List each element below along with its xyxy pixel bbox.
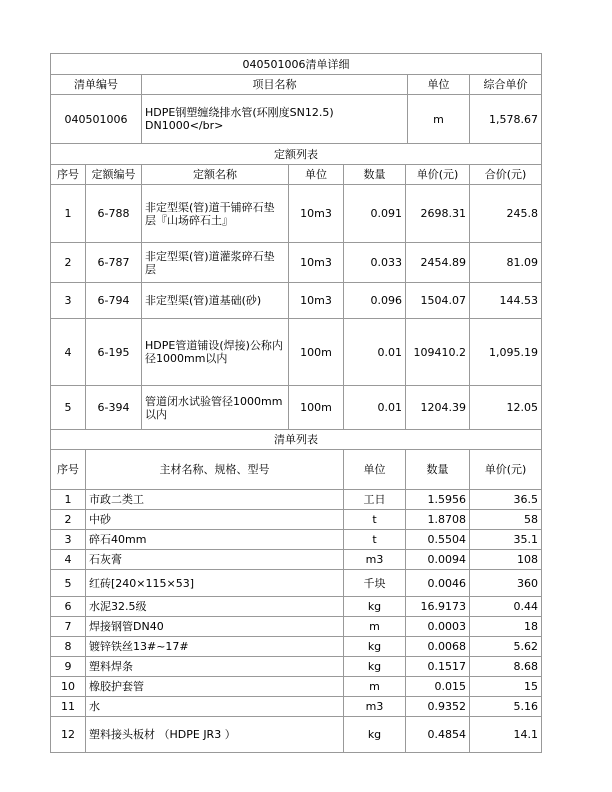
material-unit: t	[344, 530, 406, 550]
material-no: 12	[51, 717, 86, 753]
material-row	[51, 617, 542, 637]
material-no: 10	[51, 677, 86, 697]
material-header-unit: 单位	[344, 450, 406, 490]
material-row	[51, 717, 542, 753]
quota-section-title: 定额列表	[51, 144, 542, 165]
material-name: 橡胶护套管	[86, 677, 344, 697]
material-header-no: 序号	[51, 450, 86, 490]
material-name: 石灰膏	[86, 550, 344, 570]
material-price: 360	[470, 570, 542, 597]
material-name: 镀锌铁丝13#~17#	[86, 637, 344, 657]
material-qty: 0.1517	[406, 657, 470, 677]
quota-qty: 0.01	[344, 386, 406, 430]
item-unit: m	[408, 95, 470, 144]
material-name: 塑料接头板材 （HDPE JR3 ）	[86, 717, 344, 753]
material-header-name: 主材名称、规格、型号	[86, 450, 344, 490]
material-price: 58	[470, 510, 542, 530]
material-header-price: 单价(元)	[470, 450, 542, 490]
material-no: 2	[51, 510, 86, 530]
quota-price: 1504.07	[406, 283, 470, 319]
material-row	[51, 637, 542, 657]
material-price: 14.1	[470, 717, 542, 753]
material-unit: m3	[344, 697, 406, 717]
material-row	[51, 530, 542, 550]
material-qty: 0.0094	[406, 550, 470, 570]
item-name-line1: HDPE钢塑缠绕排水管(环刚度SN12.5)	[145, 106, 334, 119]
quota-row	[51, 386, 542, 430]
quota-header-total: 合价(元)	[470, 165, 542, 185]
quota-no: 3	[51, 283, 86, 319]
header-bill-code: 清单编号	[51, 75, 142, 95]
quota-name: 非定型渠(管)道灌浆碎石垫层	[142, 243, 289, 283]
material-row	[51, 510, 542, 530]
quota-qty: 0.091	[344, 185, 406, 243]
material-name: 红砖[240×115×53]	[86, 570, 344, 597]
quota-name: 非定型渠(管)道基础(砂)	[142, 283, 289, 319]
header-item-name: 项目名称	[142, 75, 408, 95]
quota-code: 6-794	[86, 283, 142, 319]
material-name: 塑料焊条	[86, 657, 344, 677]
material-no: 3	[51, 530, 86, 550]
quota-total: 81.09	[470, 243, 542, 283]
material-unit: t	[344, 510, 406, 530]
material-name: 市政二类工	[86, 490, 344, 510]
material-row	[51, 657, 542, 677]
material-unit: kg	[344, 637, 406, 657]
material-qty: 0.0046	[406, 570, 470, 597]
quota-qty: 0.01	[344, 319, 406, 386]
header-unit: 单位	[408, 75, 470, 95]
material-price: 0.44	[470, 597, 542, 617]
quota-header-name: 定额名称	[142, 165, 289, 185]
material-qty: 0.015	[406, 677, 470, 697]
material-section-title: 清单列表	[51, 430, 542, 450]
material-no: 6	[51, 597, 86, 617]
quota-total: 1,095.19	[470, 319, 542, 386]
material-no: 8	[51, 637, 86, 657]
material-unit: kg	[344, 717, 406, 753]
material-price: 5.62	[470, 637, 542, 657]
item-unit-price: 1,578.67	[470, 95, 542, 144]
material-qty: 1.8708	[406, 510, 470, 530]
material-price: 5.16	[470, 697, 542, 717]
quota-code: 6-394	[86, 386, 142, 430]
material-price: 36.5	[470, 490, 542, 510]
quota-unit: 100m	[289, 319, 344, 386]
quota-header-code: 定额编号	[86, 165, 142, 185]
material-row	[51, 697, 542, 717]
material-no: 7	[51, 617, 86, 637]
material-qty: 0.0068	[406, 637, 470, 657]
material-name: 焊接钢管DN40	[86, 617, 344, 637]
material-no: 5	[51, 570, 86, 597]
quota-total: 144.53	[470, 283, 542, 319]
material-row	[51, 550, 542, 570]
material-no: 11	[51, 697, 86, 717]
quota-qty: 0.096	[344, 283, 406, 319]
material-unit: kg	[344, 657, 406, 677]
material-price: 35.1	[470, 530, 542, 550]
header-unit-price: 综合单价	[470, 75, 542, 95]
quota-total: 245.8	[470, 185, 542, 243]
material-row	[51, 490, 542, 510]
quota-header-no: 序号	[51, 165, 86, 185]
quota-price: 109410.2	[406, 319, 470, 386]
quota-row	[51, 319, 542, 386]
material-row	[51, 677, 542, 697]
material-header-qty: 数量	[406, 450, 470, 490]
quota-price: 1204.39	[406, 386, 470, 430]
quota-unit: 10m3	[289, 283, 344, 319]
quota-header-qty: 数量	[344, 165, 406, 185]
quota-code: 6-787	[86, 243, 142, 283]
quota-code: 6-788	[86, 185, 142, 243]
quota-no: 4	[51, 319, 86, 386]
material-qty: 1.5956	[406, 490, 470, 510]
quota-code: 6-195	[86, 319, 142, 386]
item-name-line2: DN1000</br>	[145, 119, 224, 132]
material-qty: 0.0003	[406, 617, 470, 637]
material-unit: kg	[344, 597, 406, 617]
quota-no: 5	[51, 386, 86, 430]
material-row	[51, 570, 542, 597]
material-unit: 千块	[344, 570, 406, 597]
material-unit: m	[344, 617, 406, 637]
quota-row	[51, 185, 542, 243]
quota-no: 2	[51, 243, 86, 283]
quota-header-unit: 单位	[289, 165, 344, 185]
quota-price: 2454.89	[406, 243, 470, 283]
material-name: 碎石40mm	[86, 530, 344, 550]
material-row	[51, 597, 542, 617]
material-price: 108	[470, 550, 542, 570]
material-unit: 工日	[344, 490, 406, 510]
material-qty: 0.5504	[406, 530, 470, 550]
quota-qty: 0.033	[344, 243, 406, 283]
material-unit: m3	[344, 550, 406, 570]
quota-total: 12.05	[470, 386, 542, 430]
material-no: 9	[51, 657, 86, 677]
quota-unit: 10m3	[289, 243, 344, 283]
material-price: 15	[470, 677, 542, 697]
material-name: 水	[86, 697, 344, 717]
detail-title: 040501006清单详细	[51, 54, 542, 75]
item-name	[142, 95, 408, 144]
bill-code: 040501006	[51, 95, 142, 144]
material-qty: 0.9352	[406, 697, 470, 717]
quota-no: 1	[51, 185, 86, 243]
material-no: 1	[51, 490, 86, 510]
material-name: 中砂	[86, 510, 344, 530]
material-price: 8.68	[470, 657, 542, 677]
bill-detail-table	[50, 53, 542, 144]
material-name: 水泥32.5级	[86, 597, 344, 617]
material-no: 4	[51, 550, 86, 570]
material-qty: 16.9173	[406, 597, 470, 617]
material-price: 18	[470, 617, 542, 637]
quota-unit: 10m3	[289, 185, 344, 243]
quota-header-price: 单价(元)	[406, 165, 470, 185]
quota-name: 管道闭水试验管径1000mm以内	[142, 386, 289, 430]
quota-name: 非定型渠(管)道干铺碎石垫层『山场碎石土』	[142, 185, 289, 243]
quota-name: HDPE管道铺设(焊接)公称内径1000mm以内	[142, 319, 289, 386]
quota-price: 2698.31	[406, 185, 470, 243]
material-unit: m	[344, 677, 406, 697]
quota-and-material-table	[50, 143, 542, 753]
quota-row	[51, 283, 542, 319]
material-qty: 0.4854	[406, 717, 470, 753]
quota-unit: 100m	[289, 386, 344, 430]
quota-row	[51, 243, 542, 283]
